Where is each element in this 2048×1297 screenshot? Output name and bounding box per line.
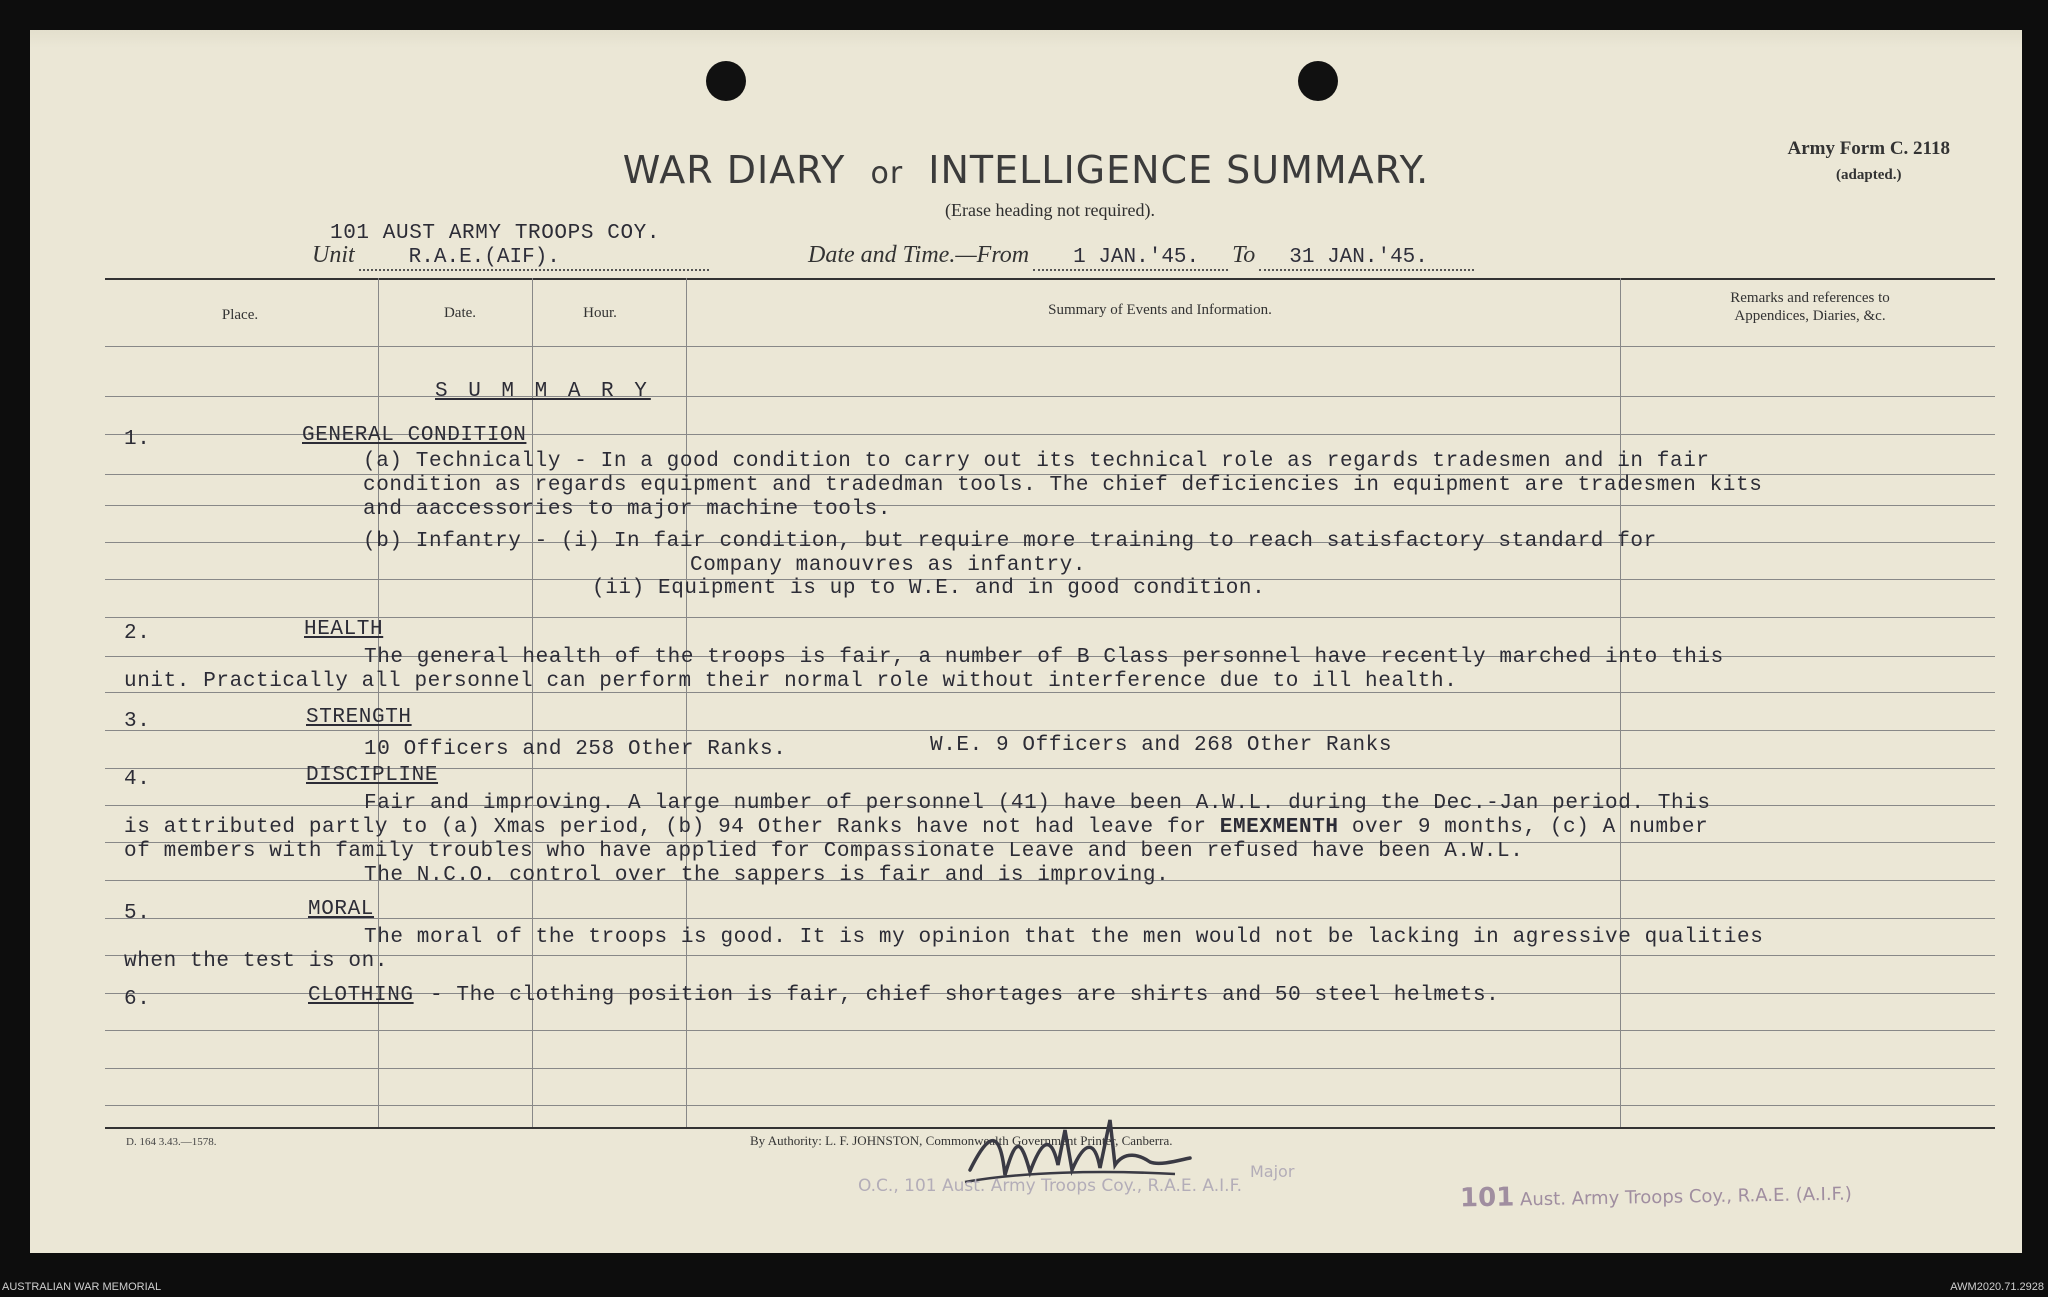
section-6-number: 6.: [124, 988, 151, 1011]
header-rule: [105, 278, 1995, 280]
section-3-number: 3.: [124, 710, 151, 733]
unit-name-line2: R.A.E.(AIF).: [359, 246, 709, 271]
col-header-remarks: [1660, 289, 1960, 325]
section-4-line-part: is attributed partly to (a) Xmas period, (b) 94 Other Ranks have not had leave for: [124, 816, 1207, 839]
rank-major: Major: [1250, 1162, 1295, 1181]
col-rule-summary: [1620, 278, 1621, 1127]
section-4-overtyped: EMEXMENTH: [1219, 816, 1339, 839]
col-header-hour: Hour.: [583, 305, 617, 321]
section-6-line: - The clothing position is fair, chief shortages are shirts and 50 steel helmets.: [430, 984, 1500, 1007]
date-label: Date and Time.—From: [808, 242, 1030, 268]
date-from: 1 JAN.'45.: [1033, 246, 1228, 271]
row-rule: [105, 396, 1995, 397]
form-number: Army Form C. 2118: [1787, 138, 1950, 159]
form-title: [30, 148, 2022, 192]
diary-sheet: [30, 30, 2022, 1253]
section-5-title: MORAL: [308, 898, 375, 921]
section-4-line: [124, 816, 1708, 839]
section-1-line: and aaccessories to major machine tools.: [363, 498, 892, 521]
date-range: [808, 242, 1474, 271]
punch-hole-right: [1298, 61, 1338, 101]
section-5-line: The moral of the troops is good. It is my opinion that the men would not be lacking in agressive qualities: [364, 926, 1764, 949]
stamp-number: 101: [1459, 1182, 1515, 1214]
header-bottom-rule: [105, 346, 1995, 347]
section-3-line: 10 Officers and 258 Other Ranks.: [364, 738, 787, 761]
title-war-diary: WAR DIARY: [622, 148, 846, 192]
section-3-line: W.E. 9 Officers and 268 Other Ranks: [930, 734, 1393, 757]
section-1-line: (ii) Equipment is up to W.E. and in good condition.: [592, 577, 1266, 600]
section-2-number: 2.: [124, 622, 151, 645]
section-4-line: of members with family troubles who have applied for Compassionate Leave and been refused have been A.W.L.: [124, 840, 1524, 863]
stamp-text: Aust. Army Troops Coy., R.A.E. (A.I.F.): [1519, 1183, 1852, 1211]
row-rule: [105, 1105, 1995, 1106]
army-form-number: [1787, 136, 1950, 188]
form-adapted: (adapted.): [1836, 167, 1902, 183]
date-to: 31 JAN.'45.: [1259, 246, 1474, 271]
date-to-label: To: [1232, 242, 1256, 268]
row-rule: [105, 918, 1995, 919]
printer-authority: By Authority: L. F. JOHNSTON, Commonwealth Government Printer, Canberra.: [750, 1133, 1173, 1148]
section-4-line-part: over 9 months, (c) A number: [1351, 816, 1709, 839]
col-header-summary: Summary of Events and Information.: [1048, 302, 1272, 318]
archive-name: AUSTRALIAN WAR MEMORIAL: [2, 1281, 162, 1293]
row-rule: [105, 955, 1995, 956]
unit-stamp: [1460, 1177, 1852, 1214]
section-5-number: 5.: [124, 902, 151, 925]
archive-id: AWM2020.71.2928: [1950, 1281, 2044, 1293]
section-2-line: unit. Practically all personnel can perform their normal role without interference due to ill health.: [124, 670, 1458, 693]
remarks-line2: Appendices, Diaries, &c.: [1734, 308, 1886, 324]
row-rule: [105, 617, 1995, 618]
col-header-date: Date.: [443, 305, 477, 321]
col-header-place: Place.: [221, 307, 259, 323]
section-2-line: The general health of the troops is fair, a number of B Class personnel have recently marched into this: [364, 646, 1724, 669]
section-4-number: 4.: [124, 768, 151, 791]
section-5-line: when the test is on.: [124, 950, 389, 973]
archive-strip: [0, 1280, 2048, 1297]
row-rule: [105, 1068, 1995, 1069]
erase-note: (Erase heading not required).: [945, 200, 1155, 220]
section-4-line: Fair and improving. A large number of personnel (41) have been A.W.L. during the Dec.-Jan period. This: [364, 792, 1711, 815]
summary-title: S U M M A R Y: [435, 380, 651, 403]
section-1-line: (b) Infantry - (i) In fair condition, but require more training to reach satisfactory standard for: [363, 530, 1657, 553]
row-rule: [105, 1030, 1995, 1031]
section-1-line: (a) Technically - In a good condition to carry out its technical role as regards tradesmen and in fair: [363, 450, 1710, 473]
row-rule: [105, 730, 1995, 731]
unit-name-line1: 101 AUST ARMY TROOPS COY.: [330, 222, 661, 245]
unit-label: Unit: [312, 242, 355, 268]
title-intelligence-summary: INTELLIGENCE SUMMARY.: [928, 148, 1430, 192]
section-1-number: 1.: [124, 428, 151, 451]
unit-field: [312, 242, 709, 271]
print-code: D. 164 3.43.—1578.: [126, 1136, 217, 1148]
section-2-title: HEALTH: [304, 618, 384, 641]
signature-caption: O.C., 101 Aust. Army Troops Coy., R.A.E. A.I.F.: [857, 1176, 1243, 1196]
section-3-title: STRENGTH: [306, 706, 412, 729]
section-1-line: condition as regards equipment and tradedman tools. The chief deficiencies in equipment are tradesmen kits: [363, 474, 1763, 497]
section-1-line: Company manouvres as infantry.: [690, 554, 1087, 577]
section-1-title: GENERAL CONDITION: [302, 424, 527, 447]
section-4-line: The N.C.O. control over the sappers is fair and is improving.: [364, 864, 1170, 887]
punch-hole-left: [706, 61, 746, 101]
paper-edge: [30, 30, 2022, 48]
section-4-title: DISCIPLINE: [306, 764, 439, 787]
title-or: or: [870, 156, 904, 191]
section-6-title: CLOTHING: [308, 984, 414, 1007]
remarks-line1: Remarks and references to: [1730, 290, 1890, 306]
